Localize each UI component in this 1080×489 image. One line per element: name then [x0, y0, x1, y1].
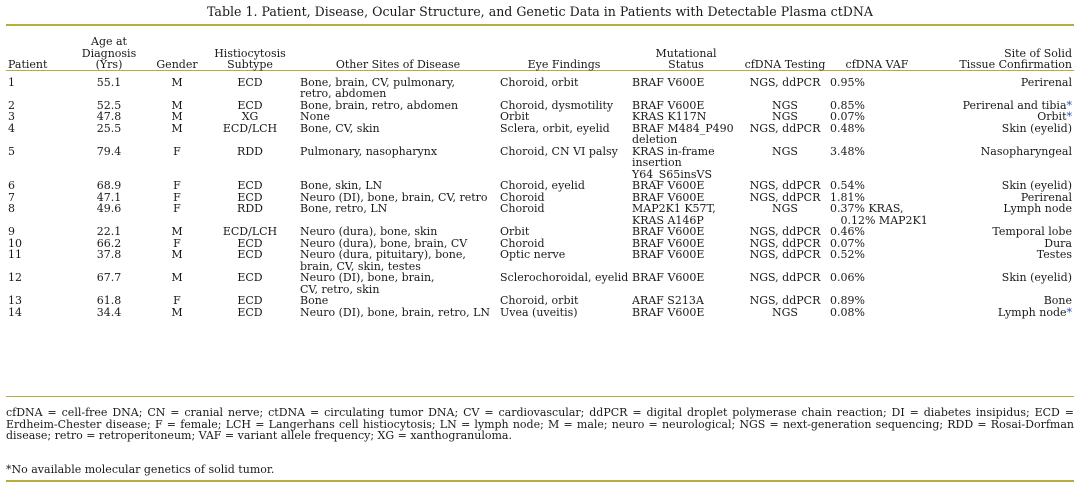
cell-site-text: Lymph node: [1003, 202, 1072, 215]
cell-other-sites-text: Bone: [300, 294, 329, 307]
cell-testing: [742, 203, 828, 226]
cell-patient: [6, 123, 66, 146]
footnote-marker: *: [1066, 110, 1072, 123]
cell-vaf-text: 0.37% KRAS, 0.12% MAP2K1: [830, 202, 928, 227]
cell-other-sites: [298, 71, 498, 100]
cell-subtype-text: ECD: [237, 248, 263, 261]
cell-eye-findings-text: Choroid, dysmotility: [500, 98, 614, 112]
cell-patient-text: 5: [8, 144, 15, 158]
cell-vaf-text: 0.89%: [830, 294, 865, 307]
cell-testing-text: NGS: [772, 98, 798, 112]
cell-subtype-text: RDD: [237, 202, 263, 215]
col-header-subtype: Histiocytosis Subtype: [214, 46, 286, 71]
cell-gender-text: F: [173, 294, 181, 307]
cell-mutation-text: BRAF V600E: [632, 305, 705, 319]
cell-mutation: [630, 146, 742, 181]
cell-testing-text: NGS, ddPCR: [749, 179, 821, 192]
cell-site: [926, 203, 1074, 226]
cell-site-text: Perirenal: [1020, 190, 1072, 204]
cell-gender-text: M: [171, 271, 183, 284]
cell-age: [66, 146, 152, 181]
cell-subtype-text: ECD: [237, 98, 263, 112]
cell-mutation: [630, 71, 742, 100]
table-row: [6, 203, 1074, 226]
cell-mutation: [630, 272, 742, 295]
col-header-site: Site of Solid Tissue Confirmation: [959, 46, 1072, 71]
cell-other-sites-text: None: [300, 110, 330, 123]
cell-vaf-text: 0.48%: [830, 121, 865, 135]
cell-other-sites-text: Bone, brain, CV, pulmonary, retro, abdomen: [300, 75, 456, 100]
table-row: [6, 307, 1074, 319]
cell-gender-text: M: [171, 98, 183, 112]
cell-vaf: [828, 249, 926, 272]
cell-patient: [6, 111, 66, 123]
cell-vaf-text: 0.52%: [830, 248, 865, 261]
col-header-age: Age at Diagnosis (Yrs): [81, 35, 137, 71]
cell-subtype-text: ECD: [237, 179, 263, 192]
cell-eye-findings-text: Optic nerve: [500, 248, 566, 261]
data-table: [6, 36, 1074, 318]
cell-site: [926, 146, 1074, 181]
cell-age-text: 79.4: [96, 144, 122, 158]
cell-mutation: [630, 249, 742, 272]
cell-testing: [742, 146, 828, 181]
col-header-mutation: Mutational Status: [655, 46, 717, 71]
cell-subtype: [202, 272, 298, 295]
cell-subtype-text: XG: [241, 110, 259, 123]
cell-age-text: 49.6: [96, 202, 122, 215]
cell-other-sites-text: Neuro (dura, pituitary), bone, brain, CV, skin, testes: [300, 248, 466, 273]
cell-vaf-text: 0.85%: [830, 98, 865, 112]
cell-subtype-text: ECD: [237, 305, 263, 319]
table-row: [6, 272, 1074, 295]
cell-gender-text: F: [173, 179, 181, 192]
cell-age-text: 68.9: [96, 179, 122, 192]
cell-vaf-text: 1.81%: [830, 190, 865, 204]
cell-eye-findings-text: Choroid: [500, 202, 545, 215]
cell-age-text: 67.7: [96, 271, 122, 284]
header-row: [6, 36, 1074, 71]
cell-site-text: Bone: [1043, 294, 1072, 307]
cell-other-sites: [298, 203, 498, 226]
cell-site: [926, 307, 1074, 319]
cell-patient: [6, 307, 66, 319]
cell-age-text: 55.1: [96, 75, 122, 89]
cell-age: [66, 203, 152, 226]
cell-vaf-text: 0.46%: [830, 225, 865, 238]
cell-eye-findings: [498, 249, 630, 272]
cell-gender-text: M: [171, 248, 183, 261]
cell-eye-findings-text: Uvea (uveitis): [500, 305, 578, 319]
cell-vaf: [828, 146, 926, 181]
col-header-eye-findings: Eye Findings: [527, 58, 601, 71]
col-header-other-sites: Other Sites of Disease: [335, 58, 461, 71]
cell-eye-findings-text: Choroid, eyelid: [500, 179, 585, 192]
cell-site: [926, 249, 1074, 272]
cell-site-text: Skin (eyelid): [1001, 121, 1072, 135]
cell-site-text: Orbit: [1037, 110, 1067, 123]
cell-eye-findings-text: Sclera, orbit, eyelid: [500, 121, 610, 135]
cell-age-text: 34.4: [96, 305, 122, 319]
cell-eye-findings-text: Choroid, orbit: [500, 75, 579, 89]
cell-vaf: [828, 272, 926, 295]
cell-gender-text: M: [171, 121, 183, 135]
cell-other-sites-text: Bone, brain, retro, abdomen: [300, 98, 459, 112]
cell-site-text: Skin (eyelid): [1001, 179, 1072, 192]
cell-eye-findings: [498, 307, 630, 319]
cell-eye-findings: [498, 146, 630, 181]
cell-other-sites: [298, 123, 498, 146]
cell-subtype-text: ECD: [237, 294, 263, 307]
cell-eye-findings-text: Choroid, CN VI palsy: [500, 144, 618, 158]
cell-other-sites: [298, 307, 498, 319]
table-row: [6, 249, 1074, 272]
cell-gender-text: F: [173, 190, 181, 204]
cell-other-sites-text: Pulmonary, nasopharynx: [300, 144, 438, 158]
cell-patient-text: 4: [8, 121, 15, 135]
cell-subtype-text: ECD: [237, 271, 263, 284]
cell-mutation-text: BRAF V600E: [632, 271, 705, 284]
col-header-gender: Gender: [156, 58, 198, 71]
cell-mutation-text: MAP2K1 K57T, KRAS A146P: [632, 202, 716, 227]
col-header-vaf: cfDNA VAF: [845, 58, 909, 71]
cell-patient-text: 14: [8, 305, 22, 319]
cell-mutation-text: KRAS K117N: [632, 110, 707, 123]
cell-gender: [152, 272, 202, 295]
cell-age-text: 61.8: [96, 294, 122, 307]
cell-vaf-text: 0.07%: [830, 236, 865, 250]
col-header-testing: cfDNA Testing: [744, 58, 826, 71]
cell-testing-text: NGS, ddPCR: [749, 75, 821, 89]
cell-subtype: [202, 71, 298, 100]
cell-eye-findings-text: Orbit: [500, 225, 530, 238]
cell-gender: [152, 203, 202, 226]
cell-patient-text: 8: [8, 202, 15, 215]
cell-testing-text: NGS, ddPCR: [749, 121, 821, 135]
cell-site-text: Dura: [1044, 236, 1072, 250]
cell-site-text: Skin (eyelid): [1001, 271, 1072, 284]
cell-mutation-text: BRAF M484_P490 deletion: [632, 121, 734, 146]
cell-eye-findings-text: Orbit: [500, 110, 530, 123]
cell-patient-text: 9: [8, 225, 15, 238]
cell-testing: [742, 272, 828, 295]
cell-patient: [6, 249, 66, 272]
cell-patient-text: 7: [8, 190, 15, 204]
table-row: [6, 123, 1074, 146]
cell-patient: [6, 180, 66, 192]
cell-vaf-text: 0.54%: [830, 179, 865, 192]
cell-testing-text: NGS, ddPCR: [749, 225, 821, 238]
cell-gender: [152, 249, 202, 272]
cell-subtype-text: ECD/LCH: [222, 225, 278, 238]
cell-age-text: 37.8: [96, 248, 122, 261]
cell-eye-findings: [498, 71, 630, 100]
cell-testing: [742, 123, 828, 146]
cell-other-sites: [298, 249, 498, 272]
cell-age: [66, 71, 152, 100]
cell-eye-findings: [498, 272, 630, 295]
cell-gender-text: F: [173, 144, 181, 158]
cell-testing-text: NGS, ddPCR: [749, 190, 821, 204]
cell-subtype-text: RDD: [237, 144, 263, 158]
cell-eye-findings-text: Sclerochoroidal, eyelid: [500, 271, 629, 284]
cell-mutation: [630, 123, 742, 146]
cell-mutation-text: BRAF V600E: [632, 75, 705, 89]
cell-subtype-text: ECD: [237, 190, 263, 204]
cell-age: [66, 123, 152, 146]
cell-patient: [6, 192, 66, 204]
cell-testing-text: NGS: [772, 202, 798, 215]
cell-gender-text: F: [173, 202, 181, 215]
cell-vaf-text: 0.95%: [830, 75, 865, 89]
cell-other-sites: [298, 272, 498, 295]
cell-testing-text: NGS: [772, 144, 798, 158]
cell-mutation-text: BRAF V600E: [632, 179, 705, 192]
cell-testing: [742, 249, 828, 272]
cell-eye-findings-text: Choroid: [500, 236, 545, 250]
cell-mutation-text: BRAF V600E: [632, 225, 705, 238]
cell-age-text: 52.5: [96, 98, 122, 112]
cell-gender: [152, 123, 202, 146]
cell-testing-text: NGS, ddPCR: [749, 236, 821, 250]
cell-patient: [6, 100, 66, 112]
cell-other-sites-text: Neuro (DI), bone, brain, CV, retro: [300, 190, 488, 204]
cell-patient: [6, 71, 66, 100]
cell-eye-findings: [498, 203, 630, 226]
footnote-marker: *: [1066, 98, 1072, 112]
cell-site-text: Testes: [1036, 248, 1072, 261]
table-row: [6, 71, 1074, 100]
cell-age-text: 22.1: [96, 225, 122, 238]
cell-mutation-text: BRAF V600E: [632, 248, 705, 261]
cell-age: [66, 272, 152, 295]
cell-site: [926, 123, 1074, 146]
cell-site-text: Lymph node: [997, 305, 1067, 319]
cell-site-text: Perirenal and tibia: [962, 98, 1067, 112]
cell-mutation: [630, 203, 742, 226]
cell-other-sites-text: Bone, retro, LN: [300, 202, 388, 215]
cell-testing: [742, 71, 828, 100]
cell-mutation-text: ARAF S213A: [632, 294, 704, 307]
cell-patient-text: 13: [8, 294, 22, 307]
cell-age-text: 47.8: [96, 110, 122, 123]
table-row: [6, 146, 1074, 181]
cell-other-sites-text: Bone, skin, LN: [300, 179, 383, 192]
cell-age: [66, 249, 152, 272]
table-row: [6, 100, 1074, 112]
cell-mutation-text: KRAS in-frame insertion Y64_S65insVS: [632, 144, 715, 181]
cell-gender: [152, 146, 202, 181]
table-title: Table 1. Patient, Disease, Ocular Structure, and Genetic Data in Patients with Detectable Plasma ctDNA: [207, 4, 873, 19]
cell-subtype-text: ECD: [237, 75, 263, 89]
cell-site: [926, 71, 1074, 100]
cell-other-sites-text: Neuro (DI), bone, brain, retro, LN: [300, 305, 491, 319]
col-header-patient: Patient: [8, 58, 48, 71]
abbreviations-note: cfDNA = cell-free DNA; CN = cranial nerve; ctDNA = circulating tumor DNA; CV = cardiovascular; ddPCR = digital droplet polymerase chain reaction; DI = diabetes insipidus; ECD = Erdheim-Chester disease; F = female; LCH = Langerhans cell histiocytosis; LN = lymph node; M = male; neuro = neurological; NGS = next-generation sequencing; RDD = Rosai-Dorfman disease; retro = retroperitoneum; VAF = variant allele frequency; XG = xanthogranuloma.: [6, 406, 1074, 443]
cell-gender-text: M: [171, 75, 183, 89]
cell-patient-text: 3: [8, 110, 15, 123]
cell-mutation-text: BRAF V600E: [632, 236, 705, 250]
cell-vaf-text: 3.48%: [830, 144, 865, 158]
cell-testing: [742, 307, 828, 319]
cell-patient-text: 1: [8, 75, 15, 89]
cell-testing-text: NGS: [772, 305, 798, 319]
cell-vaf: [828, 123, 926, 146]
cell-patient-text: 12: [8, 271, 22, 284]
cell-site-text: Temporal lobe: [992, 225, 1072, 238]
final-rule: [6, 480, 1074, 482]
footnote-marker: *: [1066, 305, 1072, 319]
cell-other-sites-text: Neuro (dura), bone, brain, CV: [300, 236, 468, 250]
cell-subtype: [202, 307, 298, 319]
cell-testing-text: NGS, ddPCR: [749, 294, 821, 307]
cell-subtype: [202, 123, 298, 146]
top-rule: [6, 24, 1074, 26]
cell-testing-text: NGS, ddPCR: [749, 248, 821, 261]
cell-testing-text: NGS, ddPCR: [749, 271, 821, 284]
cell-eye-findings: [498, 123, 630, 146]
cell-other-sites-text: Bone, CV, skin: [300, 121, 380, 135]
cell-patient-text: 11: [8, 248, 22, 261]
cell-gender-text: F: [173, 236, 181, 250]
cell-other-sites-text: Neuro (DI), bone, brain, CV, retro, skin: [300, 271, 435, 296]
bottom-rule: [6, 396, 1074, 397]
cell-patient-text: 10: [8, 236, 22, 250]
cell-vaf: [828, 307, 926, 319]
cell-gender-text: M: [171, 110, 183, 123]
cell-subtype: [202, 203, 298, 226]
cell-subtype-text: ECD: [237, 236, 263, 250]
cell-vaf-text: 0.06%: [830, 271, 865, 284]
cell-other-sites-text: Neuro (dura), bone, skin: [300, 225, 438, 238]
footnote: *No available molecular genetics of solid tumor.: [6, 463, 275, 476]
cell-age-text: 66.2: [96, 236, 122, 250]
cell-gender-text: M: [171, 305, 183, 319]
cell-mutation-text: BRAF V600E: [632, 190, 705, 204]
cell-vaf-text: 0.08%: [830, 305, 865, 319]
cell-vaf-text: 0.07%: [830, 110, 865, 123]
cell-patient-text: 6: [8, 179, 15, 192]
cell-age-text: 47.1: [96, 190, 122, 204]
cell-gender-text: M: [171, 225, 183, 238]
cell-eye-findings-text: Choroid, orbit: [500, 294, 579, 307]
cell-subtype: [202, 249, 298, 272]
cell-age: [66, 307, 152, 319]
cell-patient: [6, 272, 66, 295]
cell-patient-text: 2: [8, 98, 15, 112]
table-body: [6, 71, 1074, 319]
cell-site-text: Perirenal: [1020, 75, 1072, 89]
cell-eye-findings-text: Choroid: [500, 190, 545, 204]
cell-gender: [152, 307, 202, 319]
cell-site-text: Nasopharyngeal: [980, 144, 1072, 158]
cell-subtype-text: ECD/LCH: [222, 121, 278, 135]
cell-mutation: [630, 307, 742, 319]
cell-age-text: 25.5: [96, 121, 122, 135]
cell-testing-text: NGS: [772, 110, 798, 123]
cell-vaf: [828, 203, 926, 226]
cell-other-sites: [298, 146, 498, 181]
cell-mutation-text: BRAF V600E: [632, 98, 705, 112]
cell-gender: [152, 71, 202, 100]
cell-subtype: [202, 146, 298, 181]
cell-site: [926, 272, 1074, 295]
cell-patient: [6, 203, 66, 226]
cell-vaf: [828, 71, 926, 100]
cell-patient: [6, 146, 66, 181]
